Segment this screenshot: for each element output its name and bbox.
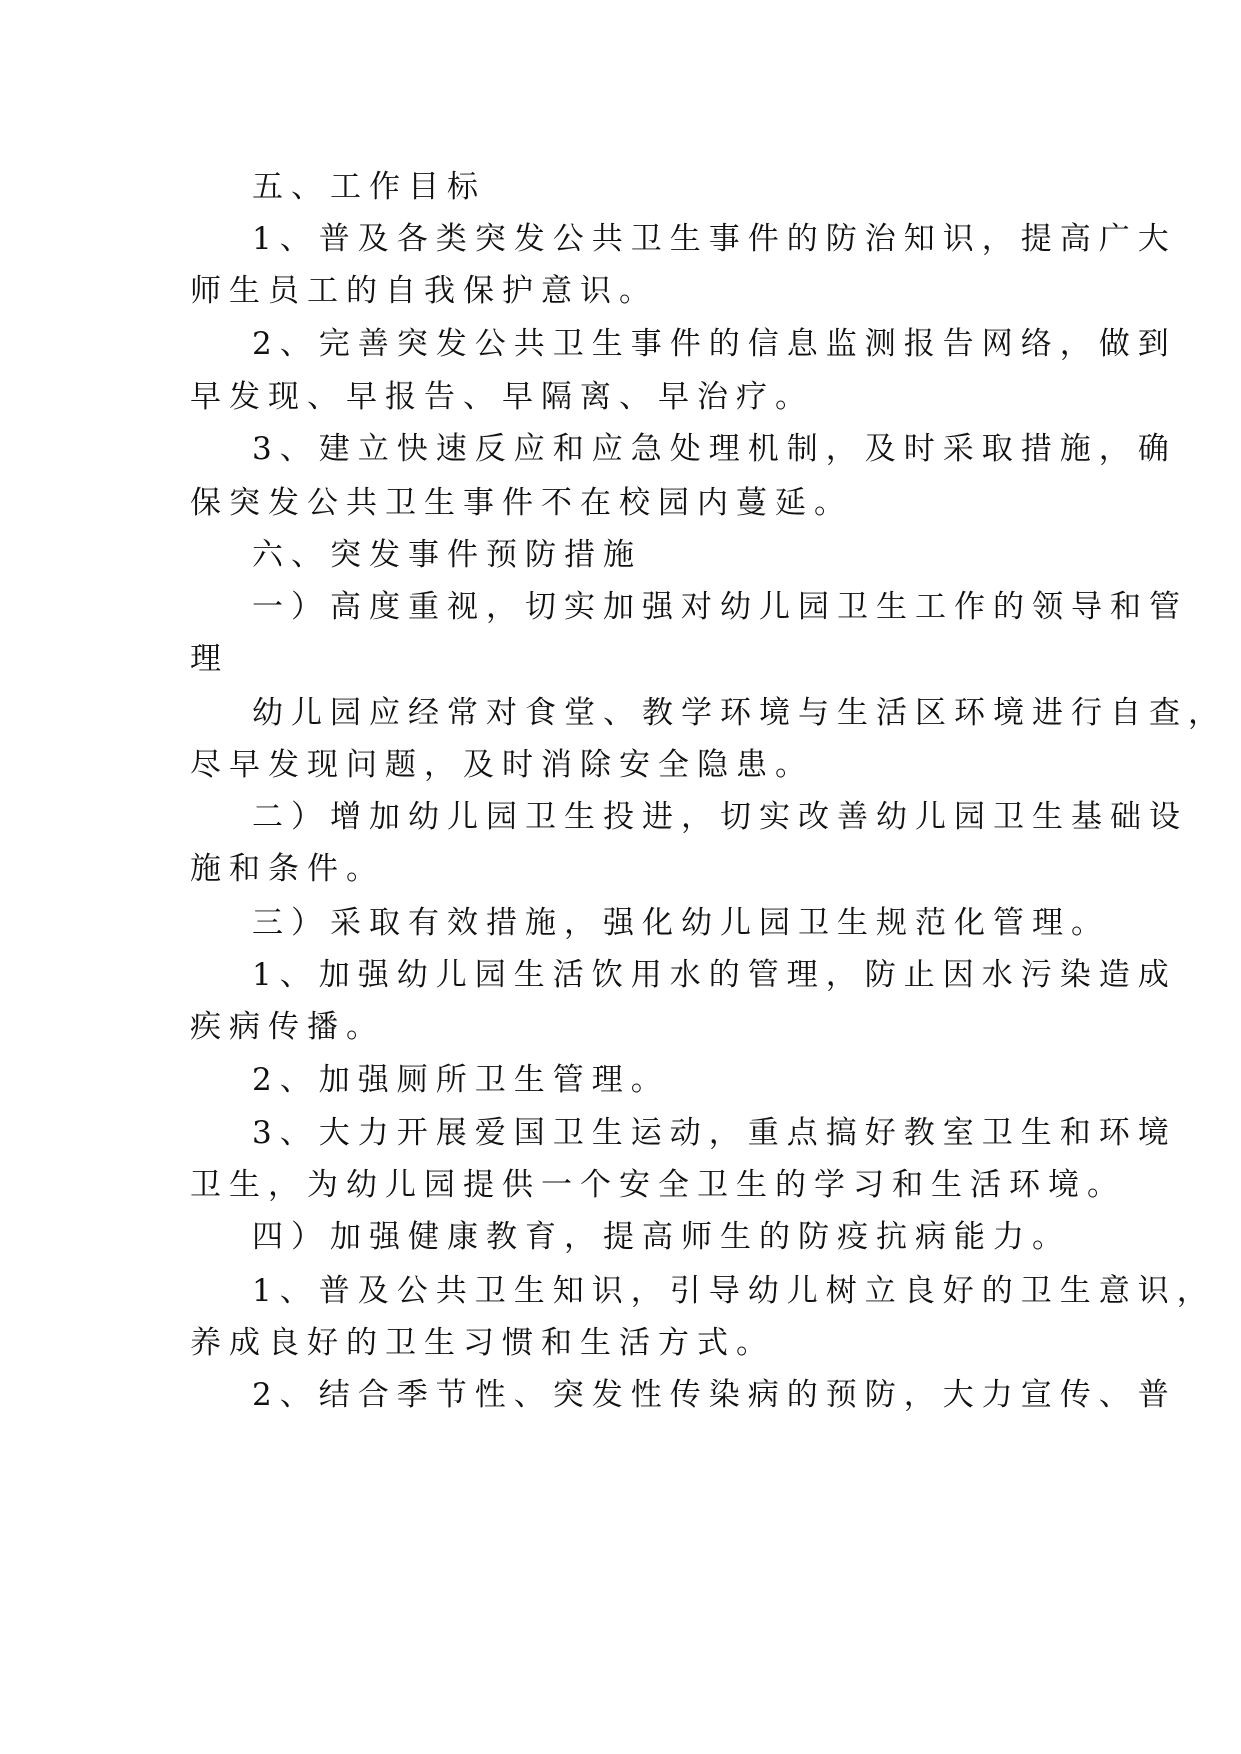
paragraph-line: 师生员工的自我保护意识。 bbox=[190, 273, 658, 309]
paragraph-line: 2、结合季节性、突发性传染病的预防，大力宣传、普 bbox=[252, 1377, 1177, 1413]
paragraph-line: 1、普及公共卫生知识，引导幼儿树立良好的卫生意识， bbox=[252, 1273, 1216, 1309]
section-heading: 五、工作目标 bbox=[252, 169, 486, 205]
paragraph-line: 养成良好的卫生习惯和生活方式。 bbox=[190, 1325, 775, 1361]
paragraph-line: 疾病传播。 bbox=[190, 1009, 385, 1045]
paragraph-line: 三）采取有效措施，强化幼儿园卫生规范化管理。 bbox=[252, 905, 1110, 941]
paragraph-line: 二）增加幼儿园卫生投进，切实改善幼儿园卫生基础设 bbox=[252, 799, 1188, 835]
paragraph-line: 一）高度重视，切实加强对幼儿园卫生工作的领导和管 bbox=[252, 589, 1188, 625]
paragraph-line: 3、大力开展爱国卫生运动，重点搞好教室卫生和环境 bbox=[252, 1115, 1177, 1151]
paragraph-line: 理 bbox=[190, 641, 229, 677]
paragraph-line: 1、普及各类突发公共卫生事件的防治知识，提高广大 bbox=[252, 221, 1177, 257]
paragraph-line: 2、完善突发公共卫生事件的信息监测报告网络，做到 bbox=[252, 326, 1177, 362]
paragraph-line: 3、建立快速反应和应急处理机制，及时采取措施，确 bbox=[252, 431, 1177, 467]
paragraph-line: 保突发公共卫生事件不在校园内蔓延。 bbox=[190, 485, 853, 521]
paragraph-line: 幼儿园应经常对食堂、教学环境与生活区环境进行自查， bbox=[252, 695, 1227, 731]
paragraph-line: 尽早发现问题，及时消除安全隐患。 bbox=[190, 747, 814, 783]
paragraph-line: 卫生，为幼儿园提供一个安全卫生的学习和生活环境。 bbox=[190, 1167, 1126, 1203]
paragraph-line: 1、加强幼儿园生活饮用水的管理，防止因水污染造成 bbox=[252, 957, 1177, 993]
paragraph-line: 2、加强厕所卫生管理。 bbox=[252, 1062, 670, 1098]
paragraph-line: 早发现、早报告、早隔离、早治疗。 bbox=[190, 379, 814, 415]
section-heading: 六、突发事件预防措施 bbox=[252, 537, 642, 573]
paragraph-line: 施和条件。 bbox=[190, 851, 385, 887]
paragraph-line: 四）加强健康教育，提高师生的防疫抗病能力。 bbox=[252, 1219, 1071, 1255]
